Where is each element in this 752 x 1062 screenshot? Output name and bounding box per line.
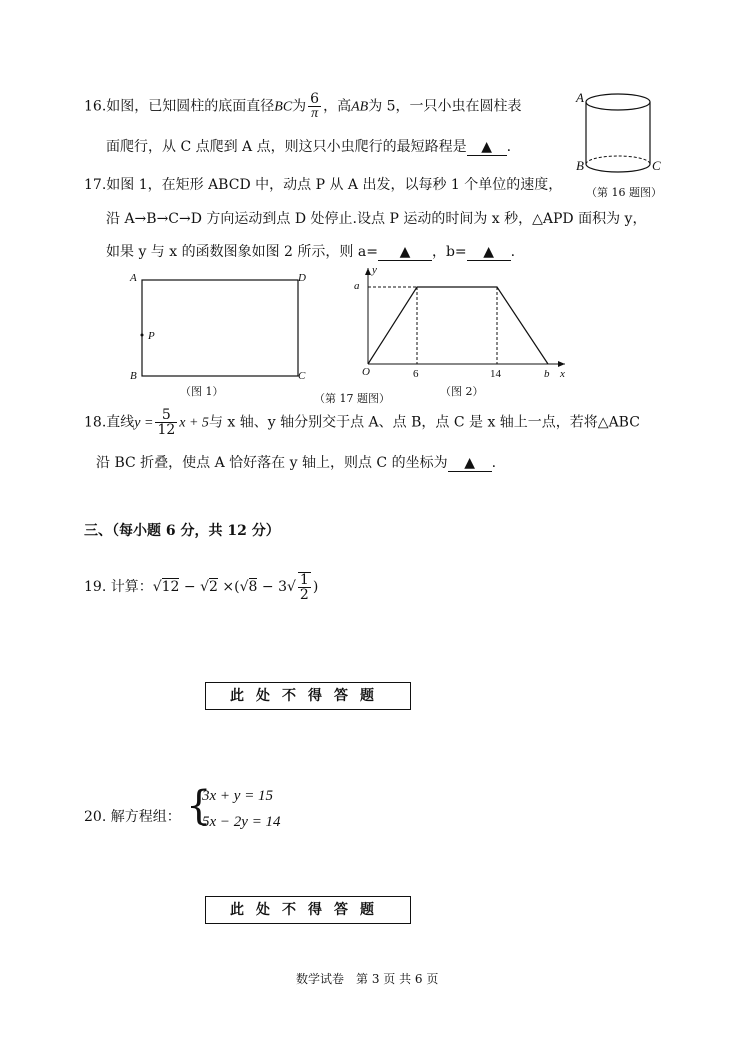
sqrt-symbol: √ (287, 579, 296, 595)
q18-line1: 18.直线y = $\frac{5}{12}$ x + 5与 x 轴、y 轴分别交于点 A、点 B，点 C 是 x 轴上一点，若将△ABC (84, 407, 640, 438)
q16-figure-caption: （第 16 题图） (586, 186, 662, 199)
no-answer-box: 此处不得答题 (205, 682, 411, 710)
graph-label-o: O (362, 366, 370, 378)
rectangle-figure (130, 270, 320, 390)
rect-label-d: D (298, 272, 306, 284)
q19-expression: 19. 计算：√12 − √2 ×(√8 − 3√ $\frac{1}{2}$ ) (84, 572, 319, 603)
rect-label-b: B (130, 370, 137, 382)
sqrt-symbol: √ (152, 579, 162, 595)
cylinder-figure (578, 82, 678, 182)
q17-line3: 如果 y 与 x 的函数图象如图 2 所示，则 a= ▲ ，b= ▲ . (106, 244, 516, 260)
q16-line1: 16.如图，已知圆柱的底面直径BC为 $\frac{6}{\pi}$ ，高AB为 5，一只小虫在圆柱表 (84, 91, 522, 121)
graph-label-14: 14 (490, 368, 501, 380)
graph-label-b: b (544, 368, 550, 380)
q18-line2: 沿 BC 折叠，使点 A 恰好落在 y 轴上，则点 C 的坐标为 ▲ . (96, 455, 497, 471)
rect-label-c: C (298, 370, 306, 382)
q17-line2: 沿 A→B→C→D 方向运动到点 D 处停止.设点 P 运动的时间为 x 秒，△APD 面积为 y， (106, 211, 647, 227)
section-three-heading: 三、（每小题 6 分，共 12 分） (84, 523, 280, 539)
function-graph (350, 264, 580, 384)
page-footer: 数学试卷 第 3 页 共 6 页 (296, 972, 439, 986)
q17-line1: 17.如图 1，在矩形 ABCD 中，动点 P 从 A 出发，以每秒 1 个单位的速度， (84, 177, 563, 193)
q17-blank-b: ▲ (467, 245, 511, 261)
q17-blank-a: ▲ (378, 245, 432, 261)
rect-label-p: P (148, 330, 155, 342)
graph-label-x: x (560, 368, 565, 380)
no-answer-box: 此处不得答题 (205, 896, 411, 924)
graph-label-6: 6 (413, 368, 419, 380)
q16-line2: 面爬行，从 C 点爬到 A 点，则这只小虫爬行的最短路程是 ▲ . (106, 139, 512, 155)
q20-equation-1: 3x + y = 15 (202, 788, 274, 804)
graph-label-y: y (372, 264, 377, 276)
q20-label: 20. 解方程组： (84, 809, 181, 825)
cyl-label-c: C (652, 158, 661, 173)
q18-answer-blank: ▲ (448, 456, 492, 472)
graph-label-a: a (354, 280, 360, 292)
q16-fraction: $\frac{6}{\pi}$ (310, 91, 320, 121)
q17-figure-caption: （第 17 题图） (314, 392, 390, 405)
fig2-caption: （图 2） (440, 385, 484, 398)
cyl-label-a: A (576, 90, 584, 105)
cyl-label-b: B (576, 158, 584, 173)
sqrt-symbol: √ (200, 579, 210, 595)
q19-fraction: $\frac{1}{2}$ (299, 572, 309, 603)
q20-equation-2: 5x − 2y = 14 (202, 814, 281, 830)
sqrt-symbol: √ (239, 579, 249, 595)
q18-fraction: $\frac{5}{12}$ (157, 407, 176, 438)
fig1-caption: （图 1） (180, 385, 224, 398)
q16-answer-blank: ▲ (467, 140, 507, 156)
rect-label-a: A (130, 272, 137, 284)
brace-symbol: { (186, 783, 212, 829)
